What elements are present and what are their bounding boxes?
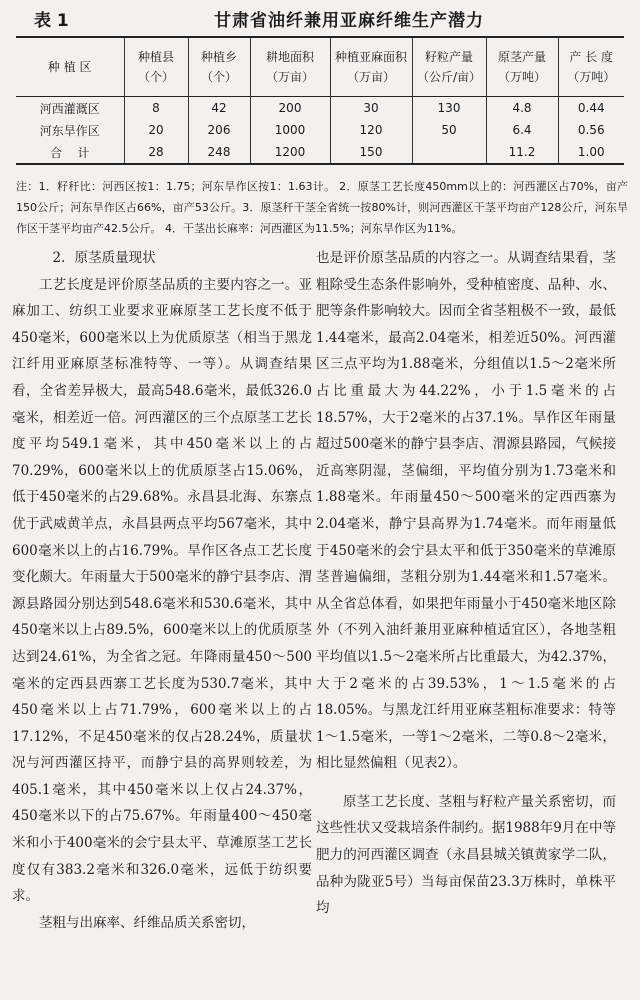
paragraph: 也是评价原茎品质的内容之一。从调查结果看，茎粗除受生态条件影响外，受种植密度、品种、水、肥等条件影响较大。因而全省茎粗极不一致，最低1.44毫米，最高2.04毫米，相差近50%。河西灌区三点平均为1.88毫米，分组值以1.5～2毫米所占比重最大为44.22%，小于1.5毫米的占18.57%，大于2毫米的占37.1%。旱作区年雨量超过500毫米的静宁县李店、渭源县路园，气候接近高寒阴湿，茎偏细，平均值分别为1.73毫米和1.88毫米。年雨量450～500毫米的定西西寨为2.04毫米，静宁县高界为1.74毫米。而年雨量低于450毫米的会宁县太平和低于350毫米的草滩原茎普遍偏细，茎粗分别为1.44毫米和1.57毫米。从全省总体看，如果把年雨量小于450毫米地区除外（不列入油纤兼用亚麻种植适宜区），各地茎粗平均值以1.5～2毫米所占比重最大，为42.37%，大于2毫米的占39.53%，1～1.5毫米的占18.05%。与黑龙江纤用亚麻茎粗标准要求：特等1～1.5毫米，一等1～2毫米，二等0.8～2毫米，相比显然偏粗（见表2）。: [316, 250, 616, 772]
table-row: [16, 119, 624, 141]
cell-townships: 248: [188, 141, 250, 164]
table-row-total: [16, 141, 624, 164]
table-heading: [34, 6, 634, 30]
header-counties: 种植县 （个）: [124, 37, 188, 97]
table-title: 甘肃省油纤兼用亚麻纤维生产潜力: [214, 11, 484, 31]
cell-arable: 1000: [250, 119, 330, 141]
cell-counties: 20: [124, 119, 188, 141]
paragraph: 原茎工艺长度、茎粗与籽粒产量关系密切，而这些性状又受栽培条件制约。据1988年9月在中等肥力的河西灌区调查（永昌县城关镇黄家学二队，品种为陇亚5号）当每亩保苗23.3万株时，单株平均: [316, 793, 616, 917]
header-townships: 种植乡 （个）: [188, 37, 250, 97]
header-stem-yield: 原茎产量 （万吨）: [486, 37, 558, 97]
cell-fiber-yield: 0.44: [558, 97, 624, 120]
cell-fiber-yield: 1.00: [558, 141, 624, 164]
cell-flax-area: 150: [330, 141, 412, 164]
flax-potential-table: [16, 36, 624, 165]
header-area: 种 植 区: [47, 60, 92, 74]
cell-seed-yield: 130: [412, 97, 486, 120]
cell-seed-yield: 50: [412, 119, 486, 141]
cell-area: 河东旱作区: [39, 123, 100, 138]
header-flax-area: 种植亚麻面积 （万亩）: [330, 37, 412, 97]
left-column: [12, 245, 312, 936]
right-column: [316, 245, 616, 922]
table-label: 表 1: [34, 11, 69, 31]
header-fiber-yield: 产 长 度 （万吨）: [558, 37, 624, 97]
cell-arable: 200: [250, 97, 330, 120]
cell-arable: 1200: [250, 141, 330, 164]
cell-stem-yield: 11.2: [486, 141, 558, 164]
cell-flax-area: 120: [330, 119, 412, 141]
cell-area: 合 计: [50, 145, 90, 160]
cell-seed-yield: [412, 141, 486, 164]
paragraph: 工艺长度是评价原茎品质的主要内容之一。亚麻加工、纺织工业要求亚麻原茎工艺长度不低于450毫米，600毫米以上为优质原茎（相当于黑龙江纤用亚麻原茎标准特等、一等）。从调查结果看，全省差异极大，最高548.6毫米，最低326.0毫米，相差近一倍。河西灌区的三个点原茎工艺长度平均549.1毫米，其中450毫米以上的占70.29%，600毫米以上的优质原茎占15.06%，低于450毫米的占29.68%。永昌县北海、东寨点优于武威黄羊点，永昌县两点平均567毫米，其中600毫米以上的占16.79%。旱作区各点工艺长度变化颇大。年雨量大于500毫米的静宁县李店、渭源县路园分别达到548.6毫米和530.6毫米，其中450毫米以上占89.5%，600毫米以上的优质原茎达到24.61%，为全省之冠。年降雨量450～500毫米的定西县西寨工艺长度为530.7毫米，其中450毫米以上占71.79%，600毫米以上的占17.12%，不足450毫米的仅占28.24%，质量状况与河西灌区持平，而静宁县的高界则较差，为405.1毫米，其中450毫米以上仅占24.37%，450毫米以下的占75.67%。年雨量400～450毫米和小于400毫米的会宁县太平、草滩原茎工艺长度仅有383.2毫米和326.0毫米，远低于纺织要求。: [12, 276, 312, 905]
cell-area: 河西灌溉区: [39, 101, 100, 116]
table-row: [16, 97, 624, 120]
cell-townships: 206: [188, 119, 250, 141]
paragraph: 茎粗与出麻率、纤维品质关系密切，: [39, 914, 255, 931]
cell-counties: 8: [124, 97, 188, 120]
cell-townships: 42: [188, 97, 250, 120]
cell-counties: 28: [124, 141, 188, 164]
cell-stem-yield: 6.4: [486, 119, 558, 141]
header-arable: 耕地面积 （万亩）: [250, 37, 330, 97]
cell-fiber-yield: 0.56: [558, 119, 624, 141]
section-heading: 2．原茎质量现状: [52, 250, 156, 266]
header-seed-yield: 籽粒产量 （公斤/亩）: [412, 37, 486, 97]
cell-stem-yield: 4.8: [486, 97, 558, 120]
table-header-row: [16, 37, 624, 97]
cell-flax-area: 30: [330, 97, 412, 120]
table-notes: 注：1．籽秆比：河西区按1：1.75；河东旱作区按1：1.63计。 2．原茎工艺长度450mm以上的：河西灌区占70%，亩产150公斤；河东旱作区占66%，亩产53公斤。3．原茎秆干茎全省统一按80%计，则河西灌区干茎平均亩产128公斤，河东旱作区干茎平均亩产42.5公斤。 4．干茎出长麻率：河西灌区为11.5%；河东旱作区为11%。: [16, 180, 628, 235]
